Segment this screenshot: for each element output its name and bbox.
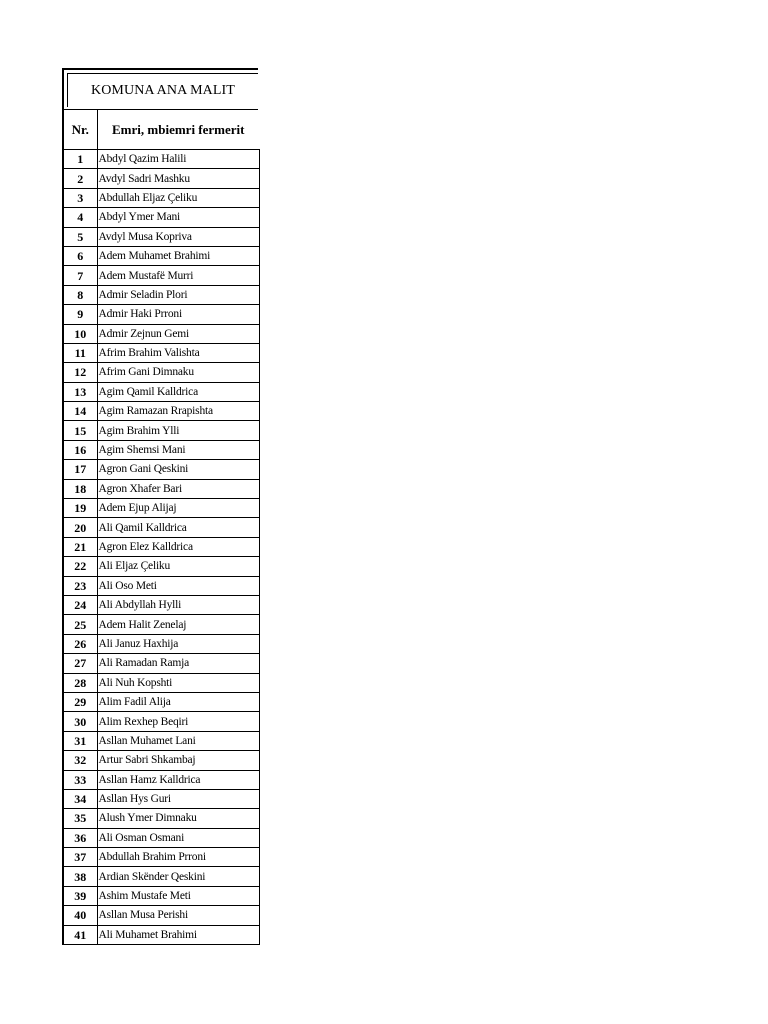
farmer-name: Artur Sabri Shkambaj [97,751,259,770]
table-row [63,169,259,188]
farmer-name: Admir Haki Prroni [97,305,259,324]
row-number: 19 [63,499,97,518]
table-row [63,828,259,847]
farmer-name: Alim Rexhep Beqiri [97,712,259,731]
farmer-name: Admir Zejnun Gemi [97,324,259,343]
farmer-name: Asllan Hamz Kalldrica [97,770,259,789]
row-number: 12 [63,363,97,382]
row-number: 27 [63,654,97,673]
row-number: 8 [63,285,97,304]
row-number: 14 [63,402,97,421]
row-number: 31 [63,731,97,750]
table-row [63,751,259,770]
farmer-name: Ali Ramadan Ramja [97,654,259,673]
table-row [63,150,259,169]
row-number: 25 [63,615,97,634]
farmer-name: Avdyl Musa Kopriva [97,227,259,246]
farmer-name: Avdyl Sadri Mashku [97,169,259,188]
row-number: 38 [63,867,97,886]
farmer-name: Agim Ramazan Rrapishta [97,402,259,421]
row-number: 7 [63,266,97,285]
column-header-name: Emri, mbiemri fermerit [97,110,259,150]
table-row [63,363,259,382]
title-cell [62,68,258,110]
table-row [63,382,259,401]
farmer-name: Ali Januz Haxhija [97,634,259,653]
table-row [63,557,259,576]
row-number: 41 [63,925,97,944]
row-number: 36 [63,828,97,847]
table-row [63,906,259,925]
table-row [63,518,259,537]
row-number: 1 [63,150,97,169]
row-number: 18 [63,479,97,498]
row-number: 32 [63,751,97,770]
table-row [63,712,259,731]
row-number: 35 [63,809,97,828]
row-number: 28 [63,673,97,692]
farmer-name: Adem Muhamet Brahimi [97,246,259,265]
table-row [63,246,259,265]
farmer-name: Alim Fadil Alija [97,692,259,711]
row-number: 26 [63,634,97,653]
farmer-name: Ali Nuh Kopshti [97,673,259,692]
table-row [63,324,259,343]
row-number: 39 [63,886,97,905]
row-number: 29 [63,692,97,711]
farmer-name: Agron Xhafer Bari [97,479,259,498]
row-number: 23 [63,576,97,595]
table-row [63,789,259,808]
sheet-title: KOMUNA ANA MALIT [67,73,258,107]
row-number: 17 [63,460,97,479]
farmer-name: Adem Mustafë Murri [97,266,259,285]
table-row [63,440,259,459]
row-number: 6 [63,246,97,265]
farmer-name: Ali Eljaz Çeliku [97,557,259,576]
farmer-name: Ali Muhamet Brahimi [97,925,259,944]
farmer-name: Ali Osman Osmani [97,828,259,847]
row-number: 15 [63,421,97,440]
table-row [63,266,259,285]
row-number: 16 [63,440,97,459]
farmer-name: Asllan Hys Guri [97,789,259,808]
table-row [63,634,259,653]
farmer-name: Abdyl Ymer Mani [97,208,259,227]
table-row [63,305,259,324]
table-row [63,421,259,440]
farmer-table [62,110,260,945]
farmer-name: Agim Qamil Kalldrica [97,382,259,401]
table-body [63,150,259,945]
row-number: 9 [63,305,97,324]
row-number: 20 [63,518,97,537]
farmer-name: Ashim Mustafe Meti [97,886,259,905]
farmer-list-sheet [62,68,258,945]
row-number: 5 [63,227,97,246]
table-row [63,848,259,867]
table-row [63,615,259,634]
row-number: 4 [63,208,97,227]
farmer-name: Admir Seladin Plori [97,285,259,304]
table-row [63,770,259,789]
farmer-name: Ali Abdyllah Hylli [97,595,259,614]
farmer-name: Agim Brahim Ylli [97,421,259,440]
table-row [63,227,259,246]
farmer-name: Asllan Musa Perishi [97,906,259,925]
row-number: 10 [63,324,97,343]
table-row [63,343,259,362]
farmer-name: Ardian Skënder Qeskini [97,867,259,886]
farmer-name: Adem Ejup Alijaj [97,499,259,518]
table-row [63,925,259,944]
row-number: 24 [63,595,97,614]
farmer-name: Ali Qamil Kalldrica [97,518,259,537]
row-number: 22 [63,557,97,576]
farmer-name: Agron Elez Kalldrica [97,537,259,556]
table-row [63,731,259,750]
farmer-name: Abdullah Brahim Prroni [97,848,259,867]
table-row [63,285,259,304]
table-row [63,188,259,207]
table-row [63,673,259,692]
farmer-name: Afrim Brahim Valishta [97,343,259,362]
column-header-nr: Nr. [63,110,97,150]
row-number: 3 [63,188,97,207]
farmer-name: Asllan Muhamet Lani [97,731,259,750]
row-number: 34 [63,789,97,808]
farmer-name: Abdyl Qazim Halili [97,150,259,169]
row-number: 30 [63,712,97,731]
table-row [63,499,259,518]
farmer-name: Ali Oso Meti [97,576,259,595]
table-row [63,576,259,595]
header-row [63,110,259,150]
farmer-name: Agron Gani Qeskini [97,460,259,479]
table-row [63,809,259,828]
table-row [63,886,259,905]
row-number: 40 [63,906,97,925]
farmer-name: Adem Halit Zenelaj [97,615,259,634]
row-number: 2 [63,169,97,188]
table-row [63,479,259,498]
table-row [63,867,259,886]
table-row [63,654,259,673]
table-row [63,692,259,711]
farmer-name: Afrim Gani Dimnaku [97,363,259,382]
row-number: 21 [63,537,97,556]
row-number: 13 [63,382,97,401]
table-row [63,537,259,556]
farmer-name: Abdullah Eljaz Çeliku [97,188,259,207]
table-row [63,402,259,421]
table-row [63,208,259,227]
row-number: 11 [63,343,97,362]
table-row [63,460,259,479]
farmer-name: Alush Ymer Dimnaku [97,809,259,828]
farmer-name: Agim Shemsi Mani [97,440,259,459]
row-number: 33 [63,770,97,789]
table-row [63,595,259,614]
row-number: 37 [63,848,97,867]
